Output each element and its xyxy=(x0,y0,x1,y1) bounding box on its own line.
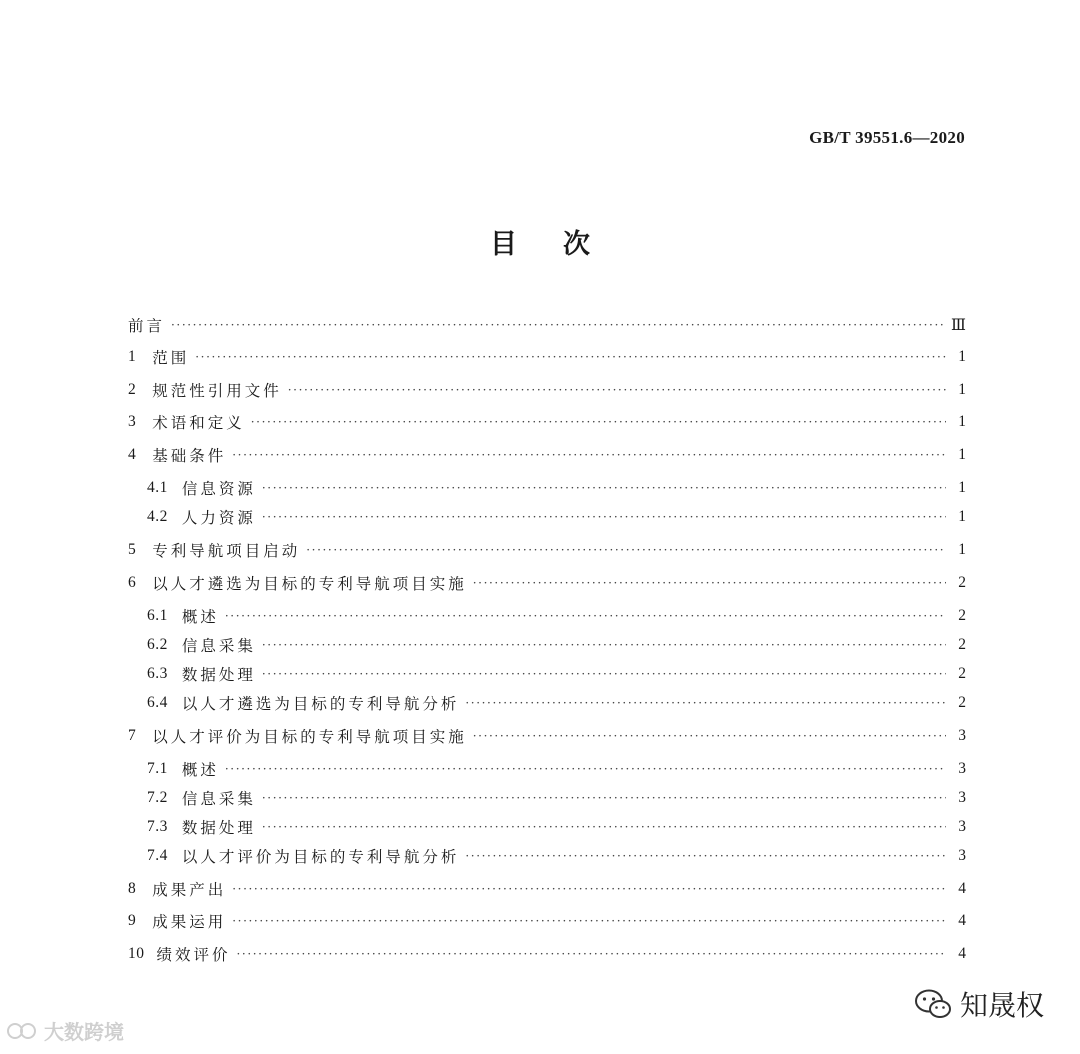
toc-entry-label: 规范性引用文件 xyxy=(152,382,282,400)
toc-entry-label: 专利导航项目启动 xyxy=(152,542,301,560)
leader-dots xyxy=(225,757,946,781)
toc-entry xyxy=(128,443,966,467)
toc-entry-number: 3 xyxy=(128,413,137,430)
leader-dots xyxy=(262,786,946,810)
toc-page-number: 1 xyxy=(958,479,966,496)
toc-entry xyxy=(128,877,966,901)
toc-subentry xyxy=(128,662,966,686)
toc-subentry xyxy=(128,633,966,657)
toc-entry-label: 成果运用 xyxy=(152,913,227,931)
toc-subentry xyxy=(128,691,966,715)
toc-entry xyxy=(128,538,966,562)
toc-entry-label: 以人才评价为目标的专利导航分析 xyxy=(181,848,460,866)
toc-entry-number: 8 xyxy=(128,880,137,897)
leader-dots xyxy=(232,443,946,467)
toc-entry-number: 6 xyxy=(128,574,137,591)
toc-entry xyxy=(128,724,966,748)
toc-entry-label: 人力资源 xyxy=(181,509,256,527)
toc-entry-number: 9 xyxy=(128,912,137,929)
toc-entry-label: 信息采集 xyxy=(181,790,256,808)
toc-entry-number: 4.1 xyxy=(147,479,168,496)
toc-page-number: 1 xyxy=(958,446,966,463)
toc-entry-number: 2 xyxy=(128,381,137,398)
toc-subentry xyxy=(128,604,966,628)
toc-page-number: 1 xyxy=(958,413,966,430)
toc-entry-number: 4.2 xyxy=(147,508,168,525)
toc-entry-number: 10 xyxy=(128,945,145,962)
toc-entry xyxy=(128,378,966,402)
toc-page-number: 3 xyxy=(958,789,966,806)
toc-entry-label: 范围 xyxy=(152,349,190,367)
toc-entry-label: 概述 xyxy=(181,608,219,626)
toc-entry-label: 以人才评价为目标的专利导航项目实施 xyxy=(152,728,467,746)
toc-entry-number: 4 xyxy=(128,446,137,463)
toc-entry xyxy=(128,410,966,434)
toc-page-number: 2 xyxy=(958,607,966,624)
toc-subentry xyxy=(128,757,966,781)
watermark-right-text: 知晟权 xyxy=(959,989,1044,1022)
leader-dots xyxy=(262,662,946,686)
leader-dots xyxy=(473,724,946,748)
toc-entry xyxy=(128,345,966,369)
toc-entry-number: 7.3 xyxy=(147,818,168,835)
toc-page-number: 4 xyxy=(958,945,966,962)
toc-page-number: 1 xyxy=(958,541,966,558)
standard-number: GB/T 39551.6—2020 xyxy=(809,128,965,147)
toc-entry-number: 6.3 xyxy=(147,665,168,682)
toc-entry-number: 7.4 xyxy=(147,847,168,864)
toc-page-number: 3 xyxy=(958,818,966,835)
toc-page-number: 2 xyxy=(958,694,966,711)
leader-dots xyxy=(262,815,946,839)
toc-page-number: 1 xyxy=(958,508,966,525)
toc-subentry xyxy=(128,476,966,500)
toc-entry xyxy=(128,571,966,595)
toc-page-number: Ⅲ xyxy=(951,316,966,334)
leader-dots xyxy=(465,844,946,868)
toc-entry-label: 前言 xyxy=(128,317,166,335)
leader-dots xyxy=(262,505,946,529)
leader-dots xyxy=(306,538,946,562)
toc-entry-number: 7 xyxy=(128,727,137,744)
toc-entry-label: 概述 xyxy=(181,761,219,779)
toc-entry xyxy=(128,313,966,337)
toc-entry-label: 数据处理 xyxy=(181,666,256,684)
toc-entry-label: 绩效评价 xyxy=(156,946,231,964)
toc-page-number: 3 xyxy=(958,727,966,744)
toc-page-number: 3 xyxy=(958,760,966,777)
toc-page-number: 4 xyxy=(958,880,966,897)
toc-entry-number: 5 xyxy=(128,541,137,558)
toc-entry-label: 成果产出 xyxy=(152,881,227,899)
toc-entry-number: 6.2 xyxy=(147,636,168,653)
toc-page-number: 3 xyxy=(958,847,966,864)
leader-dots xyxy=(232,877,946,901)
toc-entry-number: 1 xyxy=(128,348,137,365)
toc-page-number: 1 xyxy=(958,348,966,365)
leader-dots xyxy=(237,942,946,966)
toc-entry-label: 术语和定义 xyxy=(152,414,245,432)
watermark-right xyxy=(914,984,1044,1024)
leader-dots xyxy=(262,633,946,657)
page-title: 目次 xyxy=(490,229,636,260)
toc-entry-label: 信息资源 xyxy=(181,480,256,498)
toc-entry-label: 基础条件 xyxy=(152,447,227,465)
toc-entry-number: 6.4 xyxy=(147,694,168,711)
watermark-left-text: 大数跨境 xyxy=(44,1020,124,1044)
leader-dots xyxy=(262,476,946,500)
toc-entry-label: 以人才遴选为目标的专利导航分析 xyxy=(181,695,460,713)
toc-subentry xyxy=(128,815,966,839)
leader-dots xyxy=(225,604,946,628)
toc-entry-number: 6.1 xyxy=(147,607,168,624)
toc-page-number: 2 xyxy=(958,574,966,591)
toc-subentry xyxy=(128,786,966,810)
leader-dots xyxy=(288,378,946,402)
leader-dots xyxy=(473,571,946,595)
watermark-logo-icon xyxy=(6,1020,40,1042)
toc-subentry xyxy=(128,844,966,868)
leader-dots xyxy=(195,345,946,369)
toc-entry-number: 7.2 xyxy=(147,789,168,806)
toc-page-number: 2 xyxy=(958,636,966,653)
toc-entry-number: 7.1 xyxy=(147,760,168,777)
toc-entry xyxy=(128,942,966,966)
watermark-left xyxy=(6,1016,124,1045)
toc-entry xyxy=(128,909,966,933)
leader-dots xyxy=(171,313,946,337)
leader-dots xyxy=(465,691,946,715)
leader-dots xyxy=(232,909,946,933)
toc-page-number: 1 xyxy=(958,381,966,398)
toc-entry-label: 数据处理 xyxy=(181,819,256,837)
toc-page-number: 2 xyxy=(958,665,966,682)
toc-page-number: 4 xyxy=(958,912,966,929)
toc-entry-label: 以人才遴选为目标的专利导航项目实施 xyxy=(152,575,467,593)
toc-subentry xyxy=(128,505,966,529)
wechat-icon xyxy=(914,988,952,1020)
toc-entry-label: 信息采集 xyxy=(181,637,256,655)
leader-dots xyxy=(251,410,946,434)
